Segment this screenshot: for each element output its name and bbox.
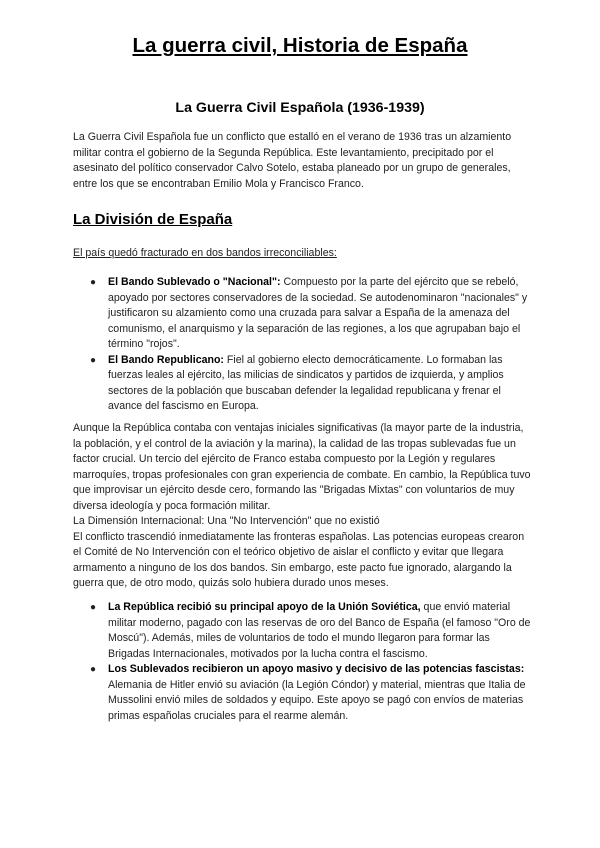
division-heading: La División de España <box>73 211 233 228</box>
intro-paragraph: La Guerra Civil Española fue un conflicto que estalló en el verano de 1936 tras un alzamiento militar contra el gobierno de la Segunda República. Este levantamiento, precipitado por el asesinato del político conservador Calvo Sotelo, estaba planeado por un grupo de generales, entre los que se encontraban Emilio Mola y Francisco Franco. <box>73 131 512 190</box>
list-item-label: La República recibió su principal apoyo de la Unión Soviética, <box>108 601 421 613</box>
list-item <box>73 600 533 662</box>
division-lead: El país quedó fracturado en dos bandos irreconciliables: <box>73 247 337 259</box>
list-item <box>73 275 533 353</box>
bullet-icon: ● <box>90 354 97 366</box>
list-item-text: Fiel al gobierno electo democráticamente. Lo formaban las fuerzas leales al ejército, las milicias de sindicatos y partidos de izquierda, y amplios sectores de la población que buscaban defender la legalidad republicana y frenar el avance del fascismo en Europa. <box>108 353 504 412</box>
list-item <box>73 353 533 415</box>
list-item-text: Compuesto por la parte del ejército que se rebeló, apoyado por sectores conservadores de la sociedad. Se autodenominaron "nacionales" y justificaron su alzamiento como una cruzada para salvar a España de la amenaza del comunismo, el anarquismo y la separación de las regiones, a los que agrupaban bajo el término "rojos". <box>108 276 528 350</box>
list-item-text: que envió material militar moderno, pagado con las reservas de oro del Banco de España (el famoso "Oro de Moscú"). Además, miles de voluntarios de todo el mundo llegaron para formar las Brigadas Internacionales, motivados por la lucha contra el fascismo. <box>108 601 531 660</box>
bullet-icon: ● <box>90 602 97 613</box>
list-item-label: El Bando Republicano: <box>108 353 224 366</box>
list-item-label: Los Sublevados recibieron un apoyo masivo y decisivo de las potencias fascistas: <box>108 663 525 675</box>
bullet-icon: ● <box>90 664 97 675</box>
document-title: La guerra civil, Historia de España <box>132 34 468 57</box>
bullet-icon: ● <box>90 277 97 288</box>
list-item-text: Alemania de Hitler envió su aviación (la Legión Cóndor) y material, mientras que Italia de Mussolini envió miles de soldados y equipo. Este apoyo se pagó con envíos de materias primas españolas cruciales para el rearme alemán. <box>108 678 526 722</box>
ventajas-section <box>73 421 533 592</box>
internacional-paragraph: El conflicto trascendió inmediatamente las fronteras españolas. Las potencias europeas crearon el Comité de No Intervención con el teórico objetivo de aislar el conflicto y evitar que llegara armamento a ninguno de los dos bandos. Sin embargo, este pacto fue ignorado, alargando la guerra que, de otro modo, quizás solo hubiera durado unos meses. <box>73 530 525 589</box>
list-item-label: El Bando Sublevado o "Nacional": <box>108 276 281 288</box>
ventajas-paragraph: Aunque la República contaba con ventajas iniciales significativas (la mayor parte de la industria, la población, y el control de la aviación y la marina), la calidad de las tropas sublevadas fue un factor crucial. Un tercio del ejército de Franco estaba compuesto por la Legión y regulares marroquíes, tropas profesionales con gran experiencia de combate. En cambio, la República tuvo que improvisar un ejército desde cero, formando las "Brigadas Mixtas" con voluntarios de muy diversa ideología y poca formación militar. <box>73 422 531 512</box>
list-item <box>73 662 533 724</box>
document-subtitle: La Guerra Civil Española (1936-1939) <box>175 100 425 116</box>
internacional-list <box>73 600 533 724</box>
internacional-heading: La Dimensión Internacional: Una "No Intervención" que no existió <box>73 515 380 527</box>
division-list <box>73 275 533 415</box>
